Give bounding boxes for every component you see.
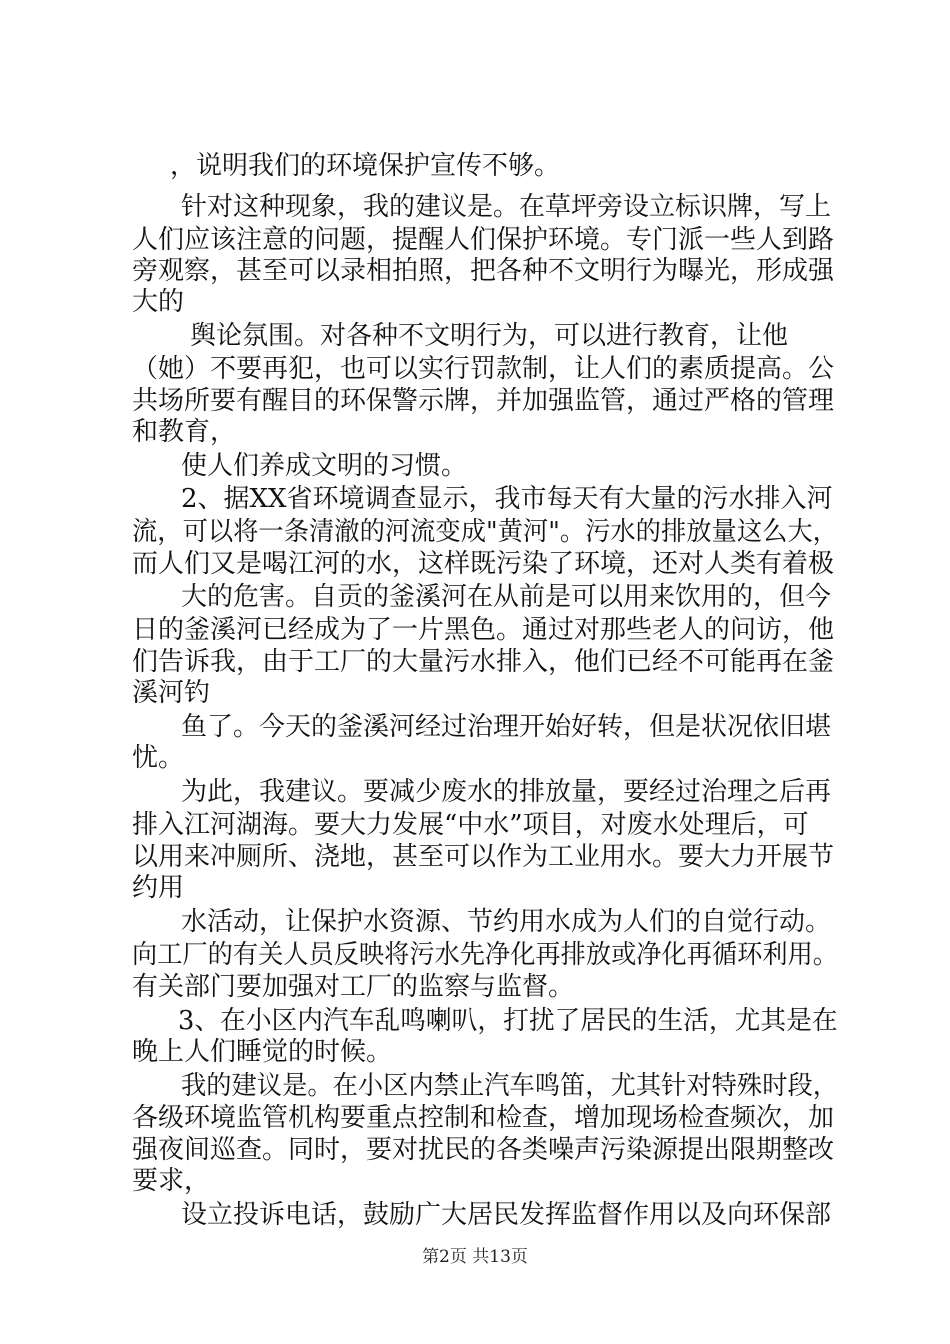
text-line: 溪河钓 xyxy=(132,678,211,708)
text-line: 水活动，让保护水资源、节约用水成为人们的自觉行动。 xyxy=(181,907,832,937)
text-line: 和教育， xyxy=(132,417,237,447)
page-number-footer: 第2页 共13页 xyxy=(422,1247,528,1267)
text-line: 舆论氛围。对各种不文明行为，可以进行教育，让他 xyxy=(190,321,789,351)
text-line: 各级环境监管机构要重点控制和检查，增加现场检查频次，加 xyxy=(132,1103,835,1133)
text-line: 大的危害。自贡的釜溪河在从前是可以用来饮用的，但今 xyxy=(181,582,832,612)
text-line: 3、在小区内汽车乱鸣喇叭，打扰了居民的生活，尤其是在 xyxy=(178,1006,838,1036)
text-line: 使人们养成文明的习惯。 xyxy=(181,451,468,481)
text-line: 日的釜溪河已经成为了一片黑色。通过对那些老人的问访，他 xyxy=(132,615,835,645)
text-line: 鱼了。今天的釜溪河经过治理开始好转，但是状况依旧堪 xyxy=(181,712,832,742)
text-line: 强夜间巡查。同时，要对扰民的各类噪声污染源提出限期整改 xyxy=(132,1135,835,1165)
text-line: 们告诉我，由于工厂的大量污水排入，他们已经不可能再在釜 xyxy=(132,647,835,677)
text-line: 旁观察，甚至可以录相拍照，把各种不文明行为曝光，形成强 xyxy=(132,256,835,286)
text-line: 有关部门要加强对工厂的监察与监督。 xyxy=(132,972,575,1002)
text-line: 而人们又是喝江河的水，这样既污染了环境，还对人类有着极 xyxy=(132,549,835,579)
text-line: 我的建议是。在小区内禁止汽车鸣笛，尤其针对特殊时段， xyxy=(181,1071,839,1101)
text-line: 排入江河湖海。要大力发展“中水”项目，对废水处理后，可 xyxy=(132,810,809,840)
text-line: 晚上人们睡觉的时候。 xyxy=(132,1037,393,1067)
text-line: 针对这种现象，我的建议是。在草坪旁设立标识牌，写上 xyxy=(181,192,832,222)
text-line: （她）不要再犯，也可以实行罚款制，让人们的素质提高。公 xyxy=(132,354,835,384)
text-line: 2、据XX省环境调查显示，我市每天有大量的污水排入河 xyxy=(181,484,833,514)
text-line: 约用 xyxy=(132,873,185,903)
text-line: 共场所要有醒目的环保警示牌，并加强监管，通过严格的管理 xyxy=(132,386,835,416)
text-line: 要求， xyxy=(132,1166,211,1196)
text-line: 设立投诉电话，鼓励广大居民发挥监督作用以及向环保部 xyxy=(181,1200,832,1230)
text-line: 流，可以将一条清澈的河流变成"黄河"。污水的排放量这么大， xyxy=(132,517,838,547)
text-line: 人们应该注意的问题，提醒人们保护环境。专门派一些人到路 xyxy=(132,225,835,255)
text-line: 向工厂的有关人员反映将污水先净化再排放或净化再循环利用。 xyxy=(132,940,839,970)
text-line: 忧。 xyxy=(132,743,185,773)
text-line: 以用来冲厕所、浇地，甚至可以作为工业用水。要大力开展节 xyxy=(132,842,835,872)
text-line: 大的 xyxy=(132,287,185,317)
text-line: ，说明我们的环境保护宣传不够。 xyxy=(170,151,561,181)
text-line: 为此，我建议。要减少废水的排放量，要经过治理之后再 xyxy=(181,777,832,807)
